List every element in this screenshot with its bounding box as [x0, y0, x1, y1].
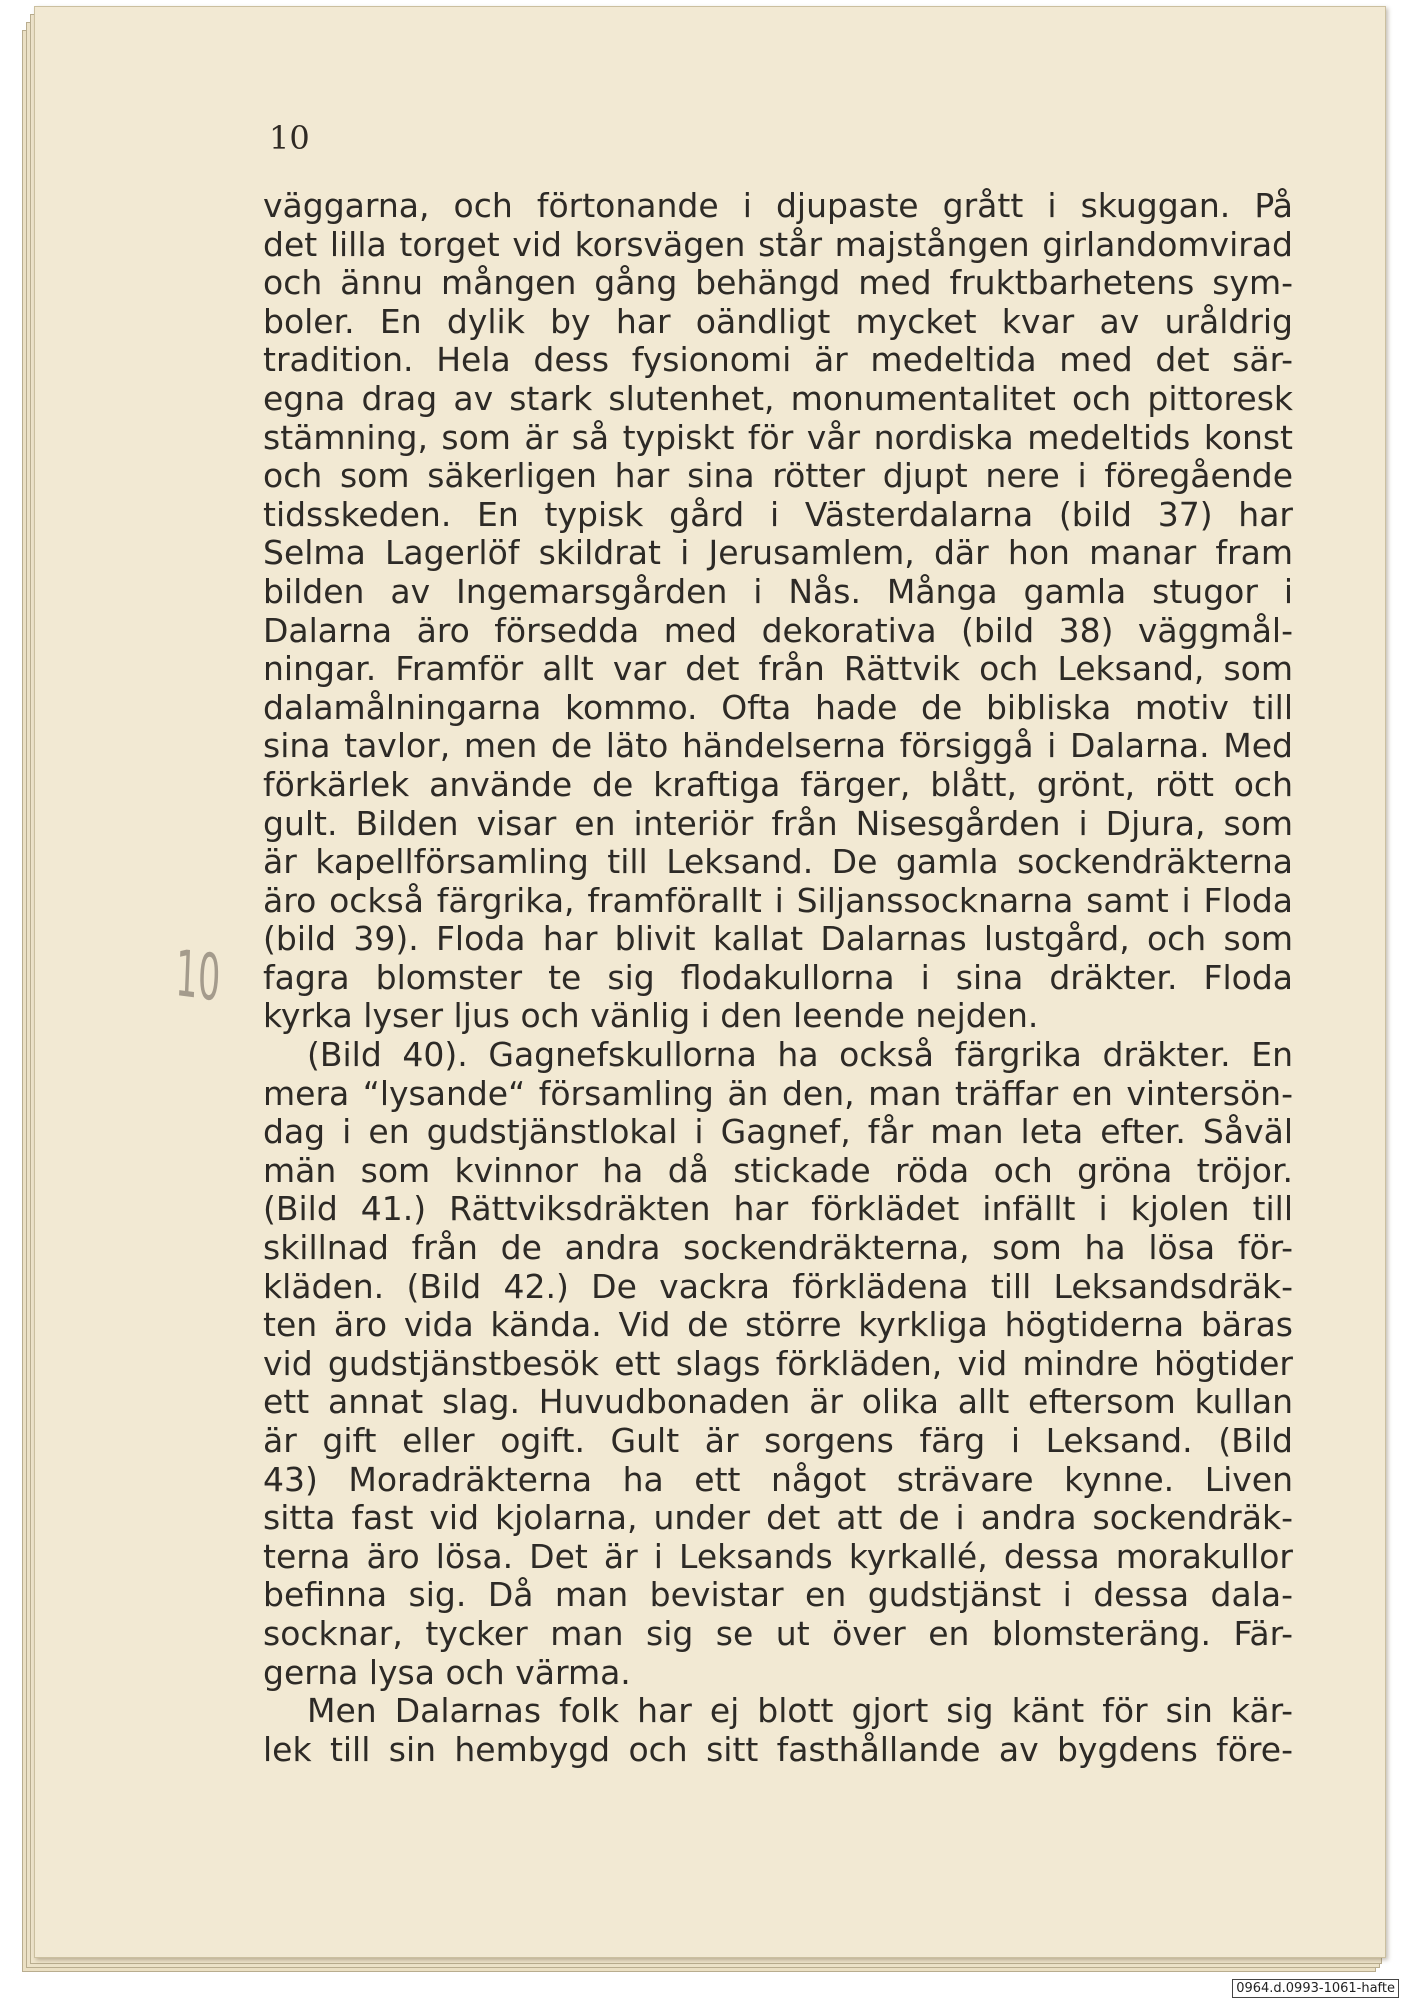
text-line: skillnad från de andra sockendräkterna, som ha lösa för-: [263, 1228, 1293, 1268]
text-line: och ännu mången gång behängd med fruktbarhetens sym-: [263, 263, 1293, 303]
text-line: sina tavlor, men de läto händelserna försiggå i Dalarna. Med: [263, 726, 1293, 766]
text-line: sitta fast vid kjolarna, under det att de i andra sockendräk-: [263, 1498, 1293, 1538]
text-line: terna äro lösa. Det är i Leksands kyrkallé, dessa morakullor: [263, 1536, 1293, 1576]
book-page: [34, 6, 1386, 1958]
text-line: ten äro vida kända. Vid de större kyrkliga högtiderna bäras: [263, 1305, 1293, 1345]
text-line: kyrka lyser ljus och vänlig i den leende nejden.: [263, 996, 1039, 1036]
text-line: vid gudstjänstbesök ett slags förkläden, vid mindre högtider: [263, 1343, 1293, 1383]
text-line: boler. En dylik by har oändligt mycket kvar av uråldrig: [263, 301, 1293, 341]
text-line: är kapellförsamling till Leksand. De gamla sockendräkterna: [263, 842, 1293, 882]
text-line: är gift eller ogift. Gult är sorgens färg i Leksand. (Bild: [263, 1421, 1293, 1460]
text-line: (Bild 41.) Rättviksdräkten har förklädet infällt i kjolen till: [263, 1189, 1293, 1229]
text-line: tradition. Hela dess fysionomi är medeltida med det sär-: [263, 340, 1293, 380]
text-line: socknar, tycker man sig se ut över en blomsteräng. Fär-: [263, 1613, 1293, 1653]
text-line: fagra blomster te sig flodakullorna i sina dräkter. Floda: [263, 957, 1293, 997]
text-line: bilden av Ingemarsgården i Nås. Många gamla stugor i: [263, 571, 1293, 611]
text-line: Selma Lagerlöf skildrat i Jerusamlem, där hon manar fram: [263, 533, 1293, 573]
text-line: ningar. Framför allt var det från Rättvik och Leksand, som: [263, 649, 1293, 689]
text-line: äro också färgrika, framförallt i Siljanssocknarna samt i Floda: [263, 880, 1293, 920]
text-line: män som kvinnor ha då stickade röda och gröna tröjor.: [263, 1150, 1293, 1190]
catalog-id-label: 0964.d.0993-1061-hafte: [1232, 1979, 1399, 1998]
text-line: väggarna, och förtonande i djupaste grått i skuggan. På: [263, 186, 1293, 225]
text-line: Dalarna äro försedda med dekorativa (bild 38) väggmål-: [263, 610, 1293, 650]
text-line: dag i en gudstjänstlokal i Gagnef, får man leta efter. Såväl: [263, 1112, 1293, 1152]
text-line: ett annat slag. Huvudbonaden är olika allt eftersom kullan: [263, 1382, 1293, 1422]
text-line: mera “lysande“ församling än den, man träffar en vintersön-: [263, 1073, 1293, 1113]
text-line: (bild 39). Floda har blivit kallat Dalarnas lustgård, och som: [263, 919, 1293, 959]
text-line: kläden. (Bild 42.) De vackra förklädena till Leksandsdräk-: [263, 1266, 1293, 1306]
body-text: [263, 187, 1293, 1769]
handwritten-margin-number: 10: [174, 937, 222, 1017]
text-line: och som säkerligen har sina rötter djupt nere i föregående: [263, 456, 1293, 496]
text-line: förkärlek använde de kraftiga färger, blått, grönt, rött och: [263, 764, 1293, 804]
text-line: gult. Bilden visar en interiör från Nisesgården i Djura, som: [263, 803, 1293, 843]
text-line: tidsskeden. En typisk gård i Västerdalarna (bild 37) har: [263, 494, 1293, 534]
text-line: stämning, som är så typiskt för vår nordiska medeltids konst: [263, 417, 1293, 457]
text-line: lek till sin hembygd och sitt fasthållande av bygdens före-: [263, 1729, 1293, 1769]
text-line: det lilla torget vid korsvägen står majstången girlandomvirad: [263, 224, 1293, 264]
text-line: 43) Moradräkterna ha ett något strävare kynne. Liven: [263, 1459, 1293, 1499]
text-line: (Bild 40). Gagnefskullorna ha också färgrika dräkter. En: [307, 1035, 1293, 1075]
page-number: 10: [269, 119, 310, 157]
text-line: egna drag av stark slutenhet, monumentalitet och pittoresk: [263, 378, 1293, 418]
text-line: befinna sig. Då man bevistar en gudstjänst i dessa dala-: [263, 1575, 1293, 1615]
text-line: dalamålningarna kommo. Ofta hade de bibliska motiv till: [263, 687, 1293, 727]
text-line: Men Dalarnas folk har ej blott gjort sig känt för sin kär-: [307, 1691, 1293, 1731]
text-line: gerna lysa och värma.: [263, 1652, 631, 1692]
